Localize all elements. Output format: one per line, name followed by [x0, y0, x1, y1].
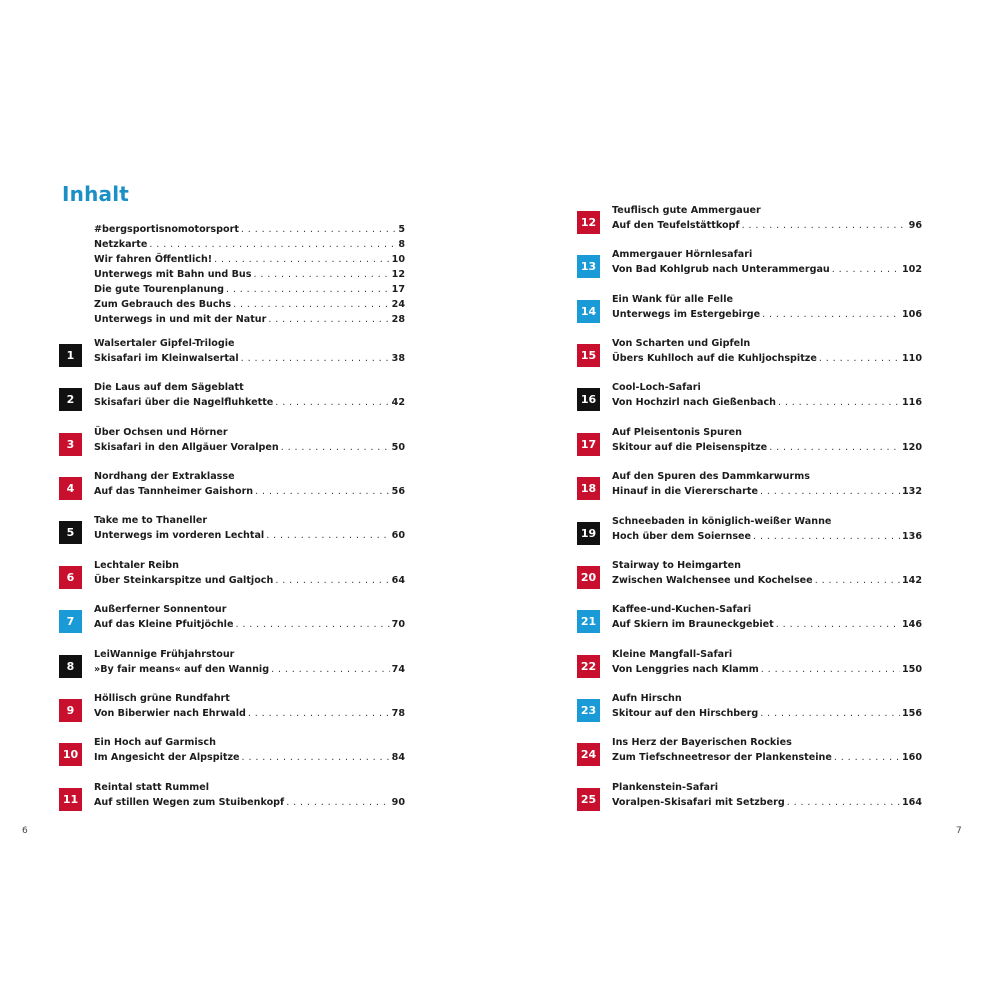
tour-subtitle-text: Übers Kuhlloch auf die Kuhljochspitze — [612, 353, 817, 365]
tour-title-text: Schneebaden in königlich-weißer Wanne — [612, 515, 832, 527]
tour-subtitle-text: »By fair means« auf den Wannig — [94, 663, 270, 675]
tour-page-number: 56 — [391, 486, 405, 498]
tour-number-badge: 2 — [59, 388, 82, 411]
tour-page-number: 78 — [391, 707, 405, 719]
tour-subtitle — [94, 573, 405, 588]
tour-subtitle — [612, 795, 922, 810]
tour-page-number: 74 — [391, 663, 405, 675]
dot-leader — [248, 706, 390, 721]
tour-text — [612, 247, 922, 277]
tour-entry[interactable] — [577, 559, 922, 606]
tour-entry[interactable] — [59, 737, 405, 783]
tour-number-badge: 24 — [577, 743, 600, 766]
tour-entry[interactable] — [577, 426, 922, 473]
tour-number-badge: 11 — [59, 788, 82, 811]
tour-subtitle-text: Im Angesicht der Alpspitze — [94, 752, 240, 764]
tour-subtitle — [94, 706, 405, 721]
tour-number-badge: 10 — [59, 743, 82, 766]
intro-title: #bergsportisnomotorsport — [94, 224, 239, 235]
tour-number-badge: 21 — [577, 610, 600, 633]
tour-subtitle-text: Von Bad Kohlgrub nach Unterammergau — [612, 264, 830, 276]
tour-title — [94, 558, 405, 573]
tour-page-number: 116 — [901, 397, 922, 409]
tour-entry[interactable] — [577, 249, 922, 295]
tour-entry[interactable] — [577, 781, 922, 828]
intro-page-number: 12 — [391, 269, 405, 280]
dot-leader — [255, 484, 390, 499]
tour-title — [94, 380, 405, 395]
tour-subtitle-text: Skitour auf den Hirschberg — [612, 707, 759, 719]
tour-page-number: 156 — [901, 707, 922, 719]
tour-text — [94, 780, 405, 810]
tour-title-text: Plankenstein-Safari — [612, 781, 719, 793]
tour-subtitle-text: Zwischen Walchensee und Kochelsee — [612, 574, 813, 586]
tour-text — [612, 691, 922, 721]
tour-title-text: Kleine Mangfall-Safari — [612, 648, 733, 660]
intro-title: Unterwegs in und mit der Natur — [94, 314, 267, 325]
tour-text — [612, 647, 922, 677]
tour-entry[interactable] — [577, 648, 922, 695]
intro-page-number: 8 — [398, 239, 405, 250]
intro-title: Die gute Tourenplanung — [94, 284, 224, 295]
tour-title — [94, 513, 405, 528]
tour-title-text: Ins Herz der Bayerischen Rockies — [612, 737, 792, 749]
tour-number-badge: 19 — [577, 522, 600, 545]
right-page — [492, 0, 984, 984]
tour-title-text: Cool-Loch-Safari — [612, 382, 701, 394]
tour-entry[interactable] — [577, 737, 922, 783]
tour-number-badge: 6 — [59, 566, 82, 589]
tour-text — [612, 203, 922, 233]
tour-title-text: Auf Pleisentonis Spuren — [612, 426, 742, 438]
tour-subtitle — [612, 529, 922, 544]
tour-subtitle — [612, 307, 922, 322]
dot-leader — [271, 662, 390, 677]
tour-page-number: 120 — [901, 441, 922, 453]
tour-entry[interactable] — [577, 338, 922, 384]
tour-text — [612, 292, 922, 322]
tour-text — [612, 514, 922, 544]
dot-leader — [787, 795, 900, 810]
tour-page-number: 50 — [391, 441, 405, 453]
tour-title-text: Teuflisch gute Ammergauer — [612, 205, 761, 216]
dot-leader — [753, 529, 900, 544]
tour-number-badge: 17 — [577, 433, 600, 456]
tour-page-number: 90 — [391, 796, 405, 808]
tour-subtitle-text: Von Biberwier nach Ehrwald — [94, 707, 246, 719]
tour-title-text: Ammergauer Hörnlesafari — [612, 249, 753, 261]
tour-subtitle-text: Skisafari über die Nagelfluhkette — [94, 397, 274, 409]
tour-text — [94, 425, 405, 455]
tour-title — [612, 203, 922, 218]
tour-subtitle — [94, 351, 405, 366]
tour-title — [612, 469, 922, 484]
tour-subtitle-text: Auf den Teufelstättkopf — [612, 220, 740, 231]
tour-title-text: Über Ochsen und Hörner — [94, 426, 228, 438]
tour-entry[interactable] — [577, 293, 922, 340]
tour-title — [612, 336, 922, 351]
tour-title — [612, 647, 922, 662]
tour-subtitle — [94, 617, 405, 632]
tour-text — [612, 602, 922, 632]
dot-leader — [762, 307, 900, 322]
tour-subtitle — [94, 395, 405, 410]
tour-title-text: Höllisch grüne Rundfahrt — [94, 692, 230, 704]
tour-subtitle — [94, 750, 405, 765]
tour-page-number: 142 — [901, 574, 922, 586]
dot-leader — [281, 440, 390, 455]
tour-title — [94, 735, 405, 750]
tour-page-number: 70 — [391, 619, 405, 631]
tour-subtitle — [94, 795, 405, 810]
tour-text — [612, 380, 922, 410]
tour-text — [94, 336, 405, 366]
tour-subtitle — [612, 262, 922, 277]
dot-leader — [275, 395, 389, 410]
dot-leader — [242, 750, 390, 765]
tour-subtitle-text: Auf Skiern im Brauneckgebiet — [612, 619, 774, 631]
tour-title — [94, 780, 405, 795]
tour-title-text: Auf den Spuren des Dammkarwurms — [612, 471, 810, 483]
tour-title-text: Walsertaler Gipfel-Trilogie — [94, 338, 235, 349]
tour-entry[interactable] — [59, 426, 405, 473]
tour-text — [94, 558, 405, 588]
dot-leader — [761, 662, 900, 677]
tour-number-badge: 25 — [577, 788, 600, 811]
tour-text — [612, 558, 922, 588]
tour-subtitle — [612, 750, 922, 765]
tour-list-right — [492, 0, 984, 984]
tour-page-number: 150 — [901, 663, 922, 675]
intro-page-number: 28 — [391, 314, 405, 325]
tour-title — [94, 425, 405, 440]
tour-number-badge: 16 — [577, 388, 600, 411]
tour-page-number: 132 — [901, 486, 922, 498]
tour-subtitle-text: Voralpen-Skisafari mit Setzberg — [612, 796, 785, 808]
tour-title-text: Take me to Thaneller — [94, 515, 208, 527]
tour-text — [94, 691, 405, 721]
tour-subtitle — [612, 440, 922, 455]
tour-subtitle — [94, 528, 405, 543]
tour-text — [94, 735, 405, 765]
tour-page-number: 164 — [901, 796, 922, 808]
tour-title-text: Kaffee-und-Kuchen-Safari — [612, 604, 752, 616]
tour-text — [94, 513, 405, 543]
tour-title — [612, 247, 922, 262]
tour-title-text: Reintal statt Rummel — [94, 781, 209, 793]
tour-title — [612, 514, 922, 529]
tour-title — [612, 292, 922, 307]
tour-page-number: 160 — [901, 752, 922, 764]
tour-subtitle — [612, 617, 922, 632]
dot-leader — [286, 795, 389, 810]
tour-number-badge: 14 — [577, 300, 600, 323]
dot-leader — [832, 262, 900, 277]
dot-leader — [275, 573, 389, 588]
tour-page-number: 102 — [901, 264, 922, 276]
tour-subtitle — [612, 218, 922, 233]
tour-number-badge: 23 — [577, 699, 600, 722]
tour-title — [612, 425, 922, 440]
tour-number-badge: 3 — [59, 433, 82, 456]
tour-subtitle — [612, 395, 922, 410]
page-number-left: 6 — [22, 826, 28, 836]
tour-subtitle — [94, 484, 405, 499]
tour-entry[interactable] — [59, 692, 405, 739]
tour-text — [612, 336, 922, 366]
toc-heading: Inhalt — [62, 182, 130, 206]
tour-entry[interactable] — [59, 471, 405, 517]
tour-number-badge: 22 — [577, 655, 600, 678]
tour-entry[interactable] — [577, 471, 922, 517]
tour-title — [612, 780, 922, 795]
tour-title-text: Lechtaler Reibn — [94, 559, 179, 571]
tour-number-badge: 7 — [59, 610, 82, 633]
tour-subtitle-text: Auf stillen Wegen zum Stuibenkopf — [94, 796, 285, 808]
tour-subtitle-text: Skitour auf die Pleisenspitze — [612, 441, 768, 453]
tour-number-badge: 18 — [577, 477, 600, 500]
tour-page-number: 110 — [901, 353, 922, 365]
tour-subtitle-text: Unterwegs im Estergebirge — [612, 308, 761, 320]
tour-entry[interactable] — [577, 515, 922, 562]
tour-subtitle-text: Unterwegs im vorderen Lechtal — [94, 530, 265, 542]
dot-leader — [778, 395, 900, 410]
tour-page-number: 42 — [391, 397, 405, 409]
intro-title: Zum Gebrauch des Buchs — [94, 299, 232, 310]
tour-subtitle-text: Von Lenggries nach Klamm — [612, 663, 759, 675]
tour-subtitle-text: Über Steinkarspitze und Galtjoch — [94, 574, 274, 586]
tour-subtitle-text: Hoch über dem Soiernsee — [612, 530, 752, 542]
tour-number-badge: 5 — [59, 521, 82, 544]
intro-page-number: 24 — [391, 299, 405, 310]
intro-page-number: 17 — [391, 284, 405, 295]
tour-text — [94, 469, 405, 499]
intro-title: Netzkarte — [94, 239, 148, 250]
tour-entry[interactable] — [59, 604, 405, 650]
dot-leader — [760, 484, 900, 499]
tour-entry[interactable] — [577, 205, 922, 251]
tour-page-number: 96 — [908, 220, 922, 231]
tour-title-text: Außerferner Sonnentour — [94, 604, 227, 616]
tour-title-text: Die Laus auf dem Sägeblatt — [94, 382, 244, 394]
tour-subtitle-text: Zum Tiefschneetresor der Plankensteine — [612, 752, 832, 764]
tour-title — [612, 558, 922, 573]
tour-number-badge: 4 — [59, 477, 82, 500]
page-number-right: 7 — [956, 826, 962, 836]
tour-entry[interactable] — [59, 338, 405, 384]
tour-title — [94, 647, 405, 662]
tour-title-text: Ein Wank für alle Felle — [612, 293, 734, 305]
intro-page-number: 5 — [398, 224, 405, 235]
tour-number-badge: 12 — [577, 211, 600, 234]
tour-text — [612, 425, 922, 455]
tour-subtitle — [612, 351, 922, 366]
tour-number-badge: 15 — [577, 344, 600, 367]
tour-title-text: Von Scharten und Gipfeln — [612, 338, 751, 350]
dot-leader — [834, 750, 900, 765]
tour-number-badge: 13 — [577, 255, 600, 278]
tour-text — [94, 602, 405, 632]
tour-number-badge: 1 — [59, 344, 82, 367]
dot-leader — [235, 617, 389, 632]
tour-entry[interactable] — [59, 648, 405, 695]
tour-entry[interactable] — [59, 559, 405, 606]
tour-page-number: 38 — [391, 353, 405, 364]
dot-leader — [760, 706, 900, 721]
intro-page-number: 10 — [391, 254, 405, 265]
tour-text — [612, 735, 922, 765]
tour-entry[interactable] — [59, 781, 405, 828]
tour-subtitle — [94, 662, 405, 677]
tour-entry[interactable] — [59, 382, 405, 428]
dot-leader — [241, 351, 390, 366]
tour-subtitle-text: Skisafari in den Allgäuer Voralpen — [94, 441, 279, 453]
tour-subtitle-text: Auf das Tannheimer Gaishorn — [94, 486, 254, 498]
tour-title — [612, 735, 922, 750]
tour-subtitle — [612, 662, 922, 677]
tour-text — [94, 380, 405, 410]
tour-subtitle — [612, 706, 922, 721]
tour-title — [612, 380, 922, 395]
tour-title — [94, 336, 405, 351]
tour-title-text: Nordhang der Extraklasse — [94, 471, 235, 483]
tour-page-number: 106 — [901, 308, 922, 320]
tour-title-text: Stairway to Heimgarten — [612, 559, 741, 571]
tour-page-number: 146 — [901, 619, 922, 631]
tour-number-badge: 8 — [59, 655, 82, 678]
tour-title-text: Ein Hoch auf Garmisch — [94, 737, 216, 749]
dot-leader — [815, 573, 900, 588]
tour-title — [612, 691, 922, 706]
tour-page-number: 64 — [391, 574, 405, 586]
tour-subtitle — [94, 440, 405, 455]
tour-title — [94, 691, 405, 706]
tour-page-number: 84 — [391, 752, 405, 764]
tour-text — [612, 780, 922, 810]
tour-page-number: 136 — [901, 530, 922, 542]
intro-title: Unterwegs mit Bahn und Bus — [94, 269, 252, 280]
tour-title-text: LeiWannige Frühjahrstour — [94, 648, 235, 660]
tour-entry[interactable] — [59, 515, 405, 561]
tour-entry[interactable] — [577, 382, 922, 428]
tour-page-number: 60 — [391, 530, 405, 542]
dot-leader — [776, 617, 900, 632]
intro-title: Wir fahren Öffentlich! — [94, 254, 213, 265]
tour-text — [612, 469, 922, 499]
tour-subtitle-text: Von Hochzirl nach Gießenbach — [612, 397, 776, 409]
dot-leader — [266, 528, 389, 543]
tour-title — [94, 469, 405, 484]
tour-title-text: Aufn Hirschn — [612, 692, 682, 704]
dot-leader — [769, 440, 900, 455]
tour-subtitle-text: Skisafari im Kleinwalsertal — [94, 353, 239, 364]
tour-entry[interactable] — [577, 604, 922, 650]
tour-subtitle-text: Hinauf in die Viererscharte — [612, 486, 758, 498]
tour-number-badge: 9 — [59, 699, 82, 722]
tour-title — [612, 602, 922, 617]
tour-text — [94, 647, 405, 677]
tour-title — [94, 602, 405, 617]
tour-subtitle — [612, 573, 922, 588]
tour-entry[interactable] — [577, 692, 922, 739]
dot-leader — [742, 218, 907, 233]
tour-subtitle — [612, 484, 922, 499]
tour-subtitle-text: Auf das Kleine Pfuitjöchle — [94, 619, 234, 631]
tour-number-badge: 20 — [577, 566, 600, 589]
dot-leader — [819, 351, 900, 366]
